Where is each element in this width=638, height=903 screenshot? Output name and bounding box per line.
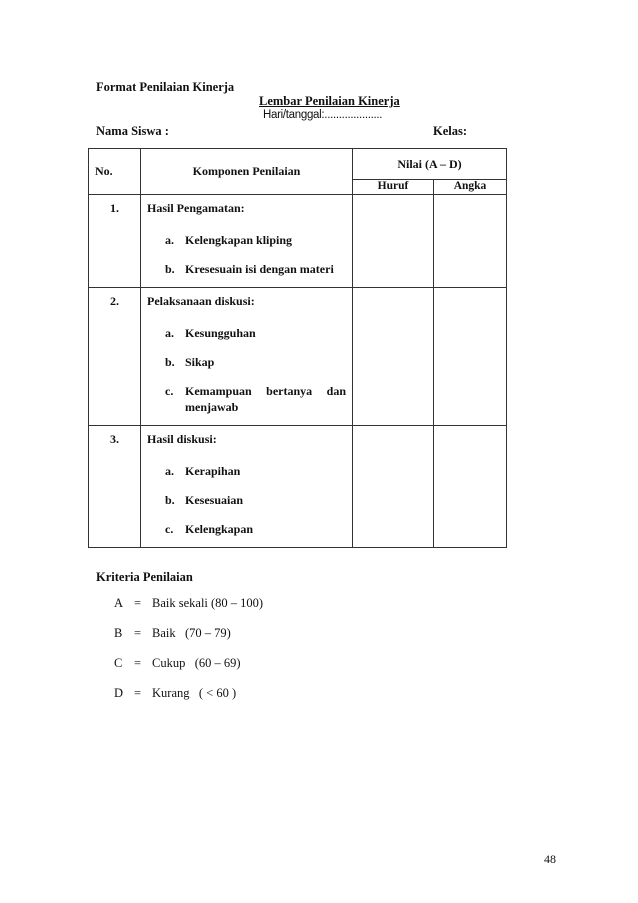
item-letter: c.	[165, 522, 174, 536]
list-item	[165, 325, 346, 341]
criteria-equals: =	[134, 596, 142, 610]
header-letter: Huruf	[353, 180, 434, 195]
item-letter: a.	[165, 464, 174, 478]
criteria-item	[114, 686, 236, 701]
criteria-item	[114, 656, 241, 671]
row-component	[141, 195, 353, 288]
header-number: Angka	[434, 180, 507, 195]
row-heading: Pelaksanaan diskusi:	[147, 294, 255, 308]
header-component: Komponen Penilaian	[141, 149, 353, 195]
list-item	[165, 492, 346, 508]
list-item	[165, 463, 346, 479]
item-text-multiline	[185, 383, 346, 415]
row-component	[141, 288, 353, 426]
list-item	[165, 521, 346, 537]
item-letter: b.	[165, 493, 175, 507]
class-label: Kelas:	[433, 124, 468, 138]
table-header-row	[89, 149, 507, 180]
item-text: Kelengkapan kliping	[185, 233, 293, 247]
item-text: Kemampuan bertanya dan	[185, 384, 346, 398]
list-item	[165, 354, 346, 370]
criteria-description: Baik sekali (80 – 100)	[152, 596, 264, 610]
table-row	[89, 426, 507, 548]
page-number: 48	[544, 852, 556, 866]
list-item	[165, 261, 346, 277]
sheet-title: Lembar Penilaian Kinerja	[259, 94, 400, 108]
item-letter: c.	[165, 384, 174, 398]
header-score: Nilai (A – D)	[353, 149, 507, 180]
header-no: No.	[89, 149, 141, 195]
criteria-equals: =	[134, 656, 142, 670]
row-number: 1.	[89, 195, 141, 288]
criteria-description: Cukup (60 – 69)	[152, 656, 241, 670]
item-text: Kesesuaian	[185, 493, 244, 507]
letter-score-cell[interactable]	[353, 426, 434, 548]
table-row	[89, 195, 507, 288]
number-score-cell[interactable]	[434, 288, 507, 426]
criteria-grade: C	[114, 656, 123, 670]
document-title: Format Penilaian Kinerja	[96, 80, 235, 94]
criteria-equals: =	[134, 626, 142, 640]
row-heading: Hasil Pengamatan:	[147, 201, 245, 215]
letter-score-cell[interactable]	[353, 288, 434, 426]
number-score-cell[interactable]	[434, 426, 507, 548]
criteria-description: Kurang ( < 60 )	[152, 686, 237, 700]
criteria-item	[114, 626, 231, 641]
list-item	[165, 232, 346, 248]
row-number: 2.	[89, 288, 141, 426]
criteria-grade: B	[114, 626, 123, 640]
assessment-table	[88, 148, 507, 548]
letter-score-cell[interactable]	[353, 195, 434, 288]
number-score-cell[interactable]	[434, 195, 507, 288]
criteria-equals: =	[134, 686, 142, 700]
date-line: Hari/tanggal:....................	[263, 109, 383, 121]
criteria-grade: A	[114, 596, 124, 610]
criteria-title: Kriteria Penilaian	[96, 570, 193, 584]
item-letter: a.	[165, 326, 174, 340]
item-text-continued: menjawab	[185, 400, 239, 414]
item-text: Kelengkapan	[185, 522, 254, 536]
criteria-item	[114, 596, 263, 611]
student-name-label: Nama Siswa :	[96, 124, 169, 138]
item-text: Sikap	[185, 355, 215, 369]
criteria-grade: D	[114, 686, 124, 700]
item-text: Kresesuain isi dengan materi	[185, 262, 334, 276]
item-text: Kesungguhan	[185, 326, 256, 340]
item-letter: a.	[165, 233, 174, 247]
criteria-description: Baik (70 – 79)	[152, 626, 231, 640]
item-letter: b.	[165, 262, 175, 276]
row-heading: Hasil diskusi:	[147, 432, 217, 446]
item-text: Kerapihan	[185, 464, 241, 478]
table-row	[89, 288, 507, 426]
row-component	[141, 426, 353, 548]
item-letter: b.	[165, 355, 175, 369]
list-item	[165, 383, 346, 415]
row-number: 3.	[89, 426, 141, 548]
